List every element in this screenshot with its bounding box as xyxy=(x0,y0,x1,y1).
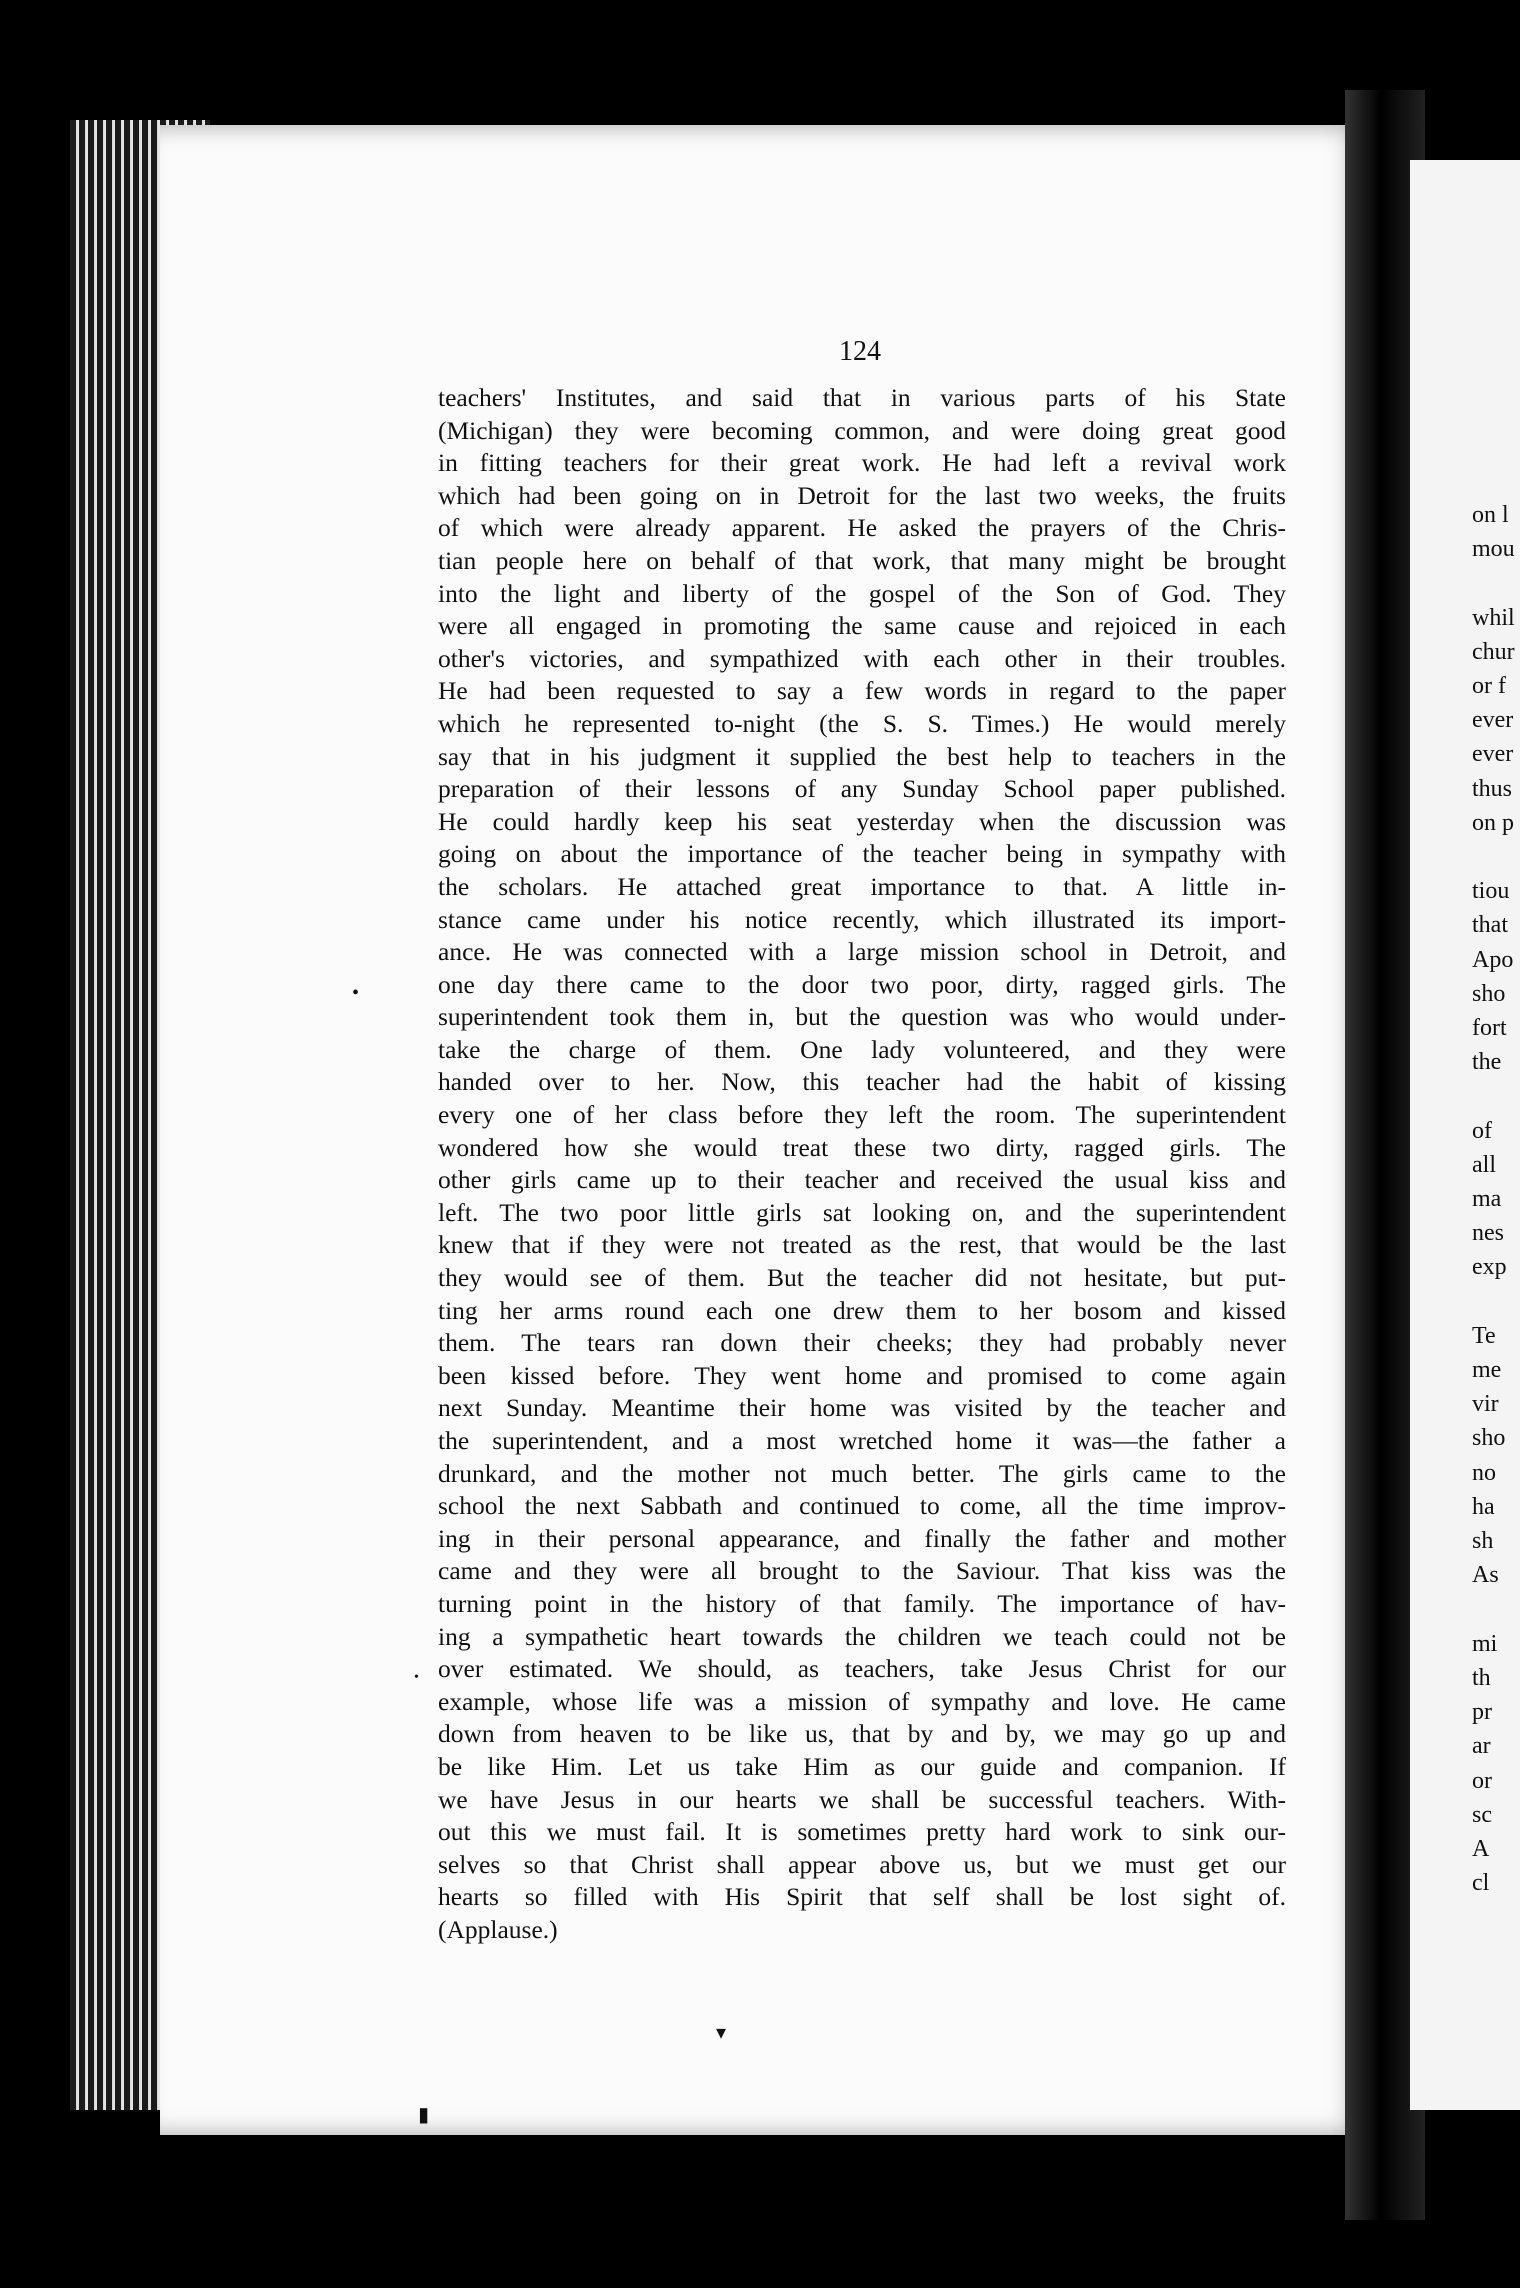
facing-line-fragment: ar xyxy=(1472,1733,1491,1760)
printer-ornament: ▾ xyxy=(716,2022,727,2044)
facing-line-fragment xyxy=(1472,1593,1515,1627)
facing-line-fragment: whil xyxy=(1472,604,1515,631)
page-number: 124 xyxy=(839,336,881,367)
text-line: other girls came up to their teacher and received the usual kiss and xyxy=(438,1165,1286,1195)
text-line: we have Jesus in our hearts we shall be successful teachers. With- xyxy=(438,1784,1286,1814)
text-line: school the next Sabbath and continued to come, all the time improv- xyxy=(438,1491,1286,1521)
facing-line-fragment: ever xyxy=(1472,707,1514,734)
text-line: they would see of them. But the teacher did not hesitate, but put- xyxy=(438,1263,1286,1293)
text-line: ing a sympathetic heart towards the children we teach could not be xyxy=(438,1621,1286,1651)
text-line: next Sunday. Meantime their home was visited by the teacher and xyxy=(438,1393,1286,1423)
text-line: He had been requested to say a few words in regard to the paper xyxy=(438,676,1286,706)
text-line: selves so that Christ shall appear above us, but we must get our xyxy=(438,1849,1286,1879)
text-line: tian people here on behalf of that work, that many might be brought xyxy=(438,545,1286,575)
facing-line-fragment: exp xyxy=(1472,1254,1507,1281)
facing-line-fragment: Apo xyxy=(1472,946,1514,973)
ink-mark: ▮ xyxy=(418,2104,430,2126)
facing-line-fragment: no xyxy=(1472,1459,1496,1486)
facing-line-fragment: the xyxy=(1472,1049,1502,1076)
text-line: which had been going on in Detroit for the last two weeks, the fruits xyxy=(438,480,1286,510)
ink-dot: • xyxy=(414,1670,419,1685)
facing-line-fragment: me xyxy=(1472,1357,1502,1384)
text-line: ance. He was connected with a large mission school in Detroit, and xyxy=(438,937,1286,967)
facing-line-fragment xyxy=(1472,1285,1515,1319)
facing-line-fragment: all xyxy=(1472,1151,1496,1178)
facing-line-fragment: tiou xyxy=(1472,878,1510,905)
text-line: turning point in the history of that family. The importance of hav- xyxy=(438,1588,1286,1618)
facing-line-fragment: on l xyxy=(1472,502,1509,528)
text-line: them. The tears ran down their cheeks; they had probably never xyxy=(438,1328,1286,1358)
text-line: take the charge of them. One lady volunteered, and they were xyxy=(438,1034,1286,1064)
facing-line-fragment: sho xyxy=(1472,1425,1506,1452)
text-line: were all engaged in promoting the same cause and rejoiced in each xyxy=(438,611,1286,641)
facing-line-fragment: th xyxy=(1472,1664,1491,1691)
text-line: into the light and liberty of the gospel of the Son of God. They xyxy=(438,578,1286,608)
facing-line-fragment: ever xyxy=(1472,741,1514,768)
text-line: stance came under his notice recently, which illustrated its import- xyxy=(438,904,1286,934)
facing-line-fragment: Te xyxy=(1472,1322,1496,1349)
text-line: be like Him. Let us take Him as our guide and companion. If xyxy=(438,1751,1286,1781)
text-line: down from heaven to be like us, that by and by, we may go up and xyxy=(438,1719,1286,1749)
facing-line-fragment: vir xyxy=(1472,1391,1499,1418)
text-line: been kissed before. They went home and promised to come again xyxy=(438,1360,1286,1390)
facing-line-fragment: nes xyxy=(1472,1220,1504,1247)
text-line: one day there came to the door two poor, dirty, ragged girls. The xyxy=(438,969,1286,999)
text-line: other's victories, and sympathized with each other in their troubles. xyxy=(438,643,1286,673)
text-line: (Applause.) xyxy=(438,1914,558,1944)
facing-line-fragment: cl xyxy=(1472,1870,1490,1897)
facing-line-fragment: chur xyxy=(1472,638,1515,665)
text-line: handed over to her. Now, this teacher had the habit of kissing xyxy=(438,1067,1286,1097)
facing-line-fragment: sh xyxy=(1472,1528,1494,1555)
text-line: the superintendent, and a most wretched home it was—the father a xyxy=(438,1426,1286,1455)
text-line: knew that if they were not treated as the rest, that would be the last xyxy=(438,1230,1286,1260)
text-line: every one of her class before they left the room. The superintendent xyxy=(438,1100,1286,1130)
text-line: hearts so filled with His Spirit that self shall be lost sight of. xyxy=(438,1882,1286,1912)
text-line: say that in his judgment it supplied the best help to teachers in the xyxy=(438,741,1286,771)
text-line: over estimated. We should, as teachers, take Jesus Christ for our xyxy=(438,1654,1286,1684)
text-line: drunkard, and the mother not much better. The girls came to the xyxy=(438,1458,1286,1488)
text-line: left. The two poor little girls sat looking on, and the superintendent xyxy=(438,1197,1286,1227)
text-line: (Michigan) they were becoming common, and were doing great good xyxy=(438,415,1286,445)
facing-line-fragment: pr xyxy=(1472,1699,1492,1726)
facing-line-fragment: ha xyxy=(1472,1493,1495,1520)
text-line: wondered how she would treat these two dirty, ragged girls. The xyxy=(438,1132,1286,1162)
facing-line-fragment: that xyxy=(1472,912,1508,939)
facing-line-fragment xyxy=(1472,566,1515,600)
facing-page-fragments xyxy=(1472,498,1515,1900)
facing-line-fragment: ma xyxy=(1472,1186,1502,1213)
text-line: ting her arms round each one drew them to her bosom and kissed xyxy=(438,1295,1286,1325)
facing-line-fragment: or f xyxy=(1472,673,1506,700)
text-line: teachers' Institutes, and said that in various parts of his State xyxy=(438,383,1286,412)
text-line: of which were already apparent. He asked the prayers of the Chris- xyxy=(438,513,1286,543)
facing-line-fragment: thus xyxy=(1472,775,1513,802)
text-line: which he represented to-night (the S. S. Times.) He would merely xyxy=(438,708,1286,738)
text-line: came and they were all brought to the Saviour. That kiss was the xyxy=(438,1556,1286,1586)
text-line: in fitting teachers for their great work. He had left a revival work xyxy=(438,448,1286,478)
facing-line-fragment: sc xyxy=(1472,1801,1492,1828)
ink-dot: • xyxy=(352,982,360,1004)
text-line: preparation of their lessons of any Sunday School paper published. xyxy=(438,774,1286,804)
facing-line-fragment: on p xyxy=(1472,809,1514,836)
text-line: ing in their personal appearance, and finally the father and mother xyxy=(438,1523,1286,1553)
facing-line-fragment xyxy=(1472,1079,1515,1113)
facing-line-fragment: fort xyxy=(1472,1015,1507,1042)
text-line: He could hardly keep his seat yesterday when the discussion was xyxy=(438,806,1286,836)
facing-line-fragment: mou xyxy=(1472,536,1515,563)
text-line: going on about the importance of the teacher being in sympathy with xyxy=(438,839,1286,869)
facing-line-fragment: As xyxy=(1472,1562,1499,1589)
page-body-text xyxy=(438,382,1286,1947)
text-line: the scholars. He attached great importance to that. A little in- xyxy=(438,871,1286,901)
facing-line-fragment: mi xyxy=(1472,1630,1498,1657)
facing-line-fragment: A xyxy=(1472,1835,1490,1862)
facing-line-fragment: or xyxy=(1472,1767,1492,1794)
text-line: superintendent took them in, but the question was who would under- xyxy=(438,1002,1286,1032)
facing-line-fragment xyxy=(1472,840,1515,874)
facing-line-fragment: sho xyxy=(1472,980,1506,1007)
facing-line-fragment: of xyxy=(1472,1117,1492,1144)
text-line: example, whose life was a mission of sympathy and love. He came xyxy=(438,1686,1286,1716)
text-line: out this we must fail. It is sometimes pretty hard work to sink our- xyxy=(438,1817,1286,1847)
